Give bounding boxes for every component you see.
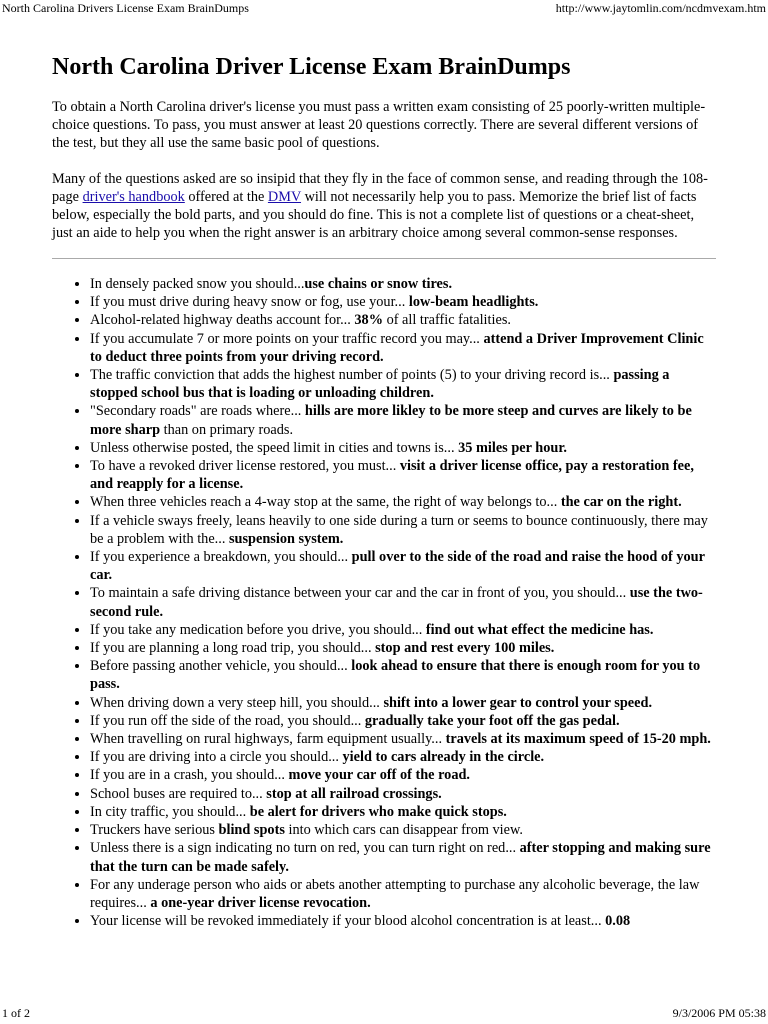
fact-answer: the car on the right. (560, 494, 682, 511)
list-item (90, 621, 716, 639)
fact-answer: passing a stopped school bus that is loading or unloading children. (90, 367, 670, 402)
handbook-paragraph-text-1: Many of the questions asked are so insipid that they fly in the face of common sense, and reading through the 108-page (52, 171, 708, 205)
list-item (90, 584, 716, 620)
list-item (90, 694, 716, 712)
list-item (90, 311, 716, 329)
list-item (90, 657, 716, 693)
fact-question: In city traffic, you should... (90, 803, 250, 820)
list-item (90, 366, 716, 402)
print-footer (0, 1005, 768, 1021)
list-item (90, 821, 716, 839)
fact-answer: 0.08 (605, 913, 631, 930)
fact-question: If you experience a breakdown, you should... (90, 549, 352, 566)
fact-question: If you accumulate 7 or more points on your traffic record you may... (90, 330, 484, 347)
fact-question: Your license will be revoked immediately if your blood alcohol concentration is at least... (90, 913, 606, 930)
fact-question: If you take any medication before you drive, you should... (90, 621, 426, 638)
list-item (90, 439, 716, 457)
print-header (0, 0, 768, 16)
fact-answer: use chains or snow tires. (304, 276, 453, 292)
list-item (90, 639, 716, 657)
fact-question: School buses are required to... (90, 785, 267, 802)
print-footer-page: 1 of 2 (2, 1006, 30, 1020)
dmv-link[interactable]: DMV (267, 189, 302, 205)
list-item (90, 803, 716, 821)
fact-question: If you are in a crash, you should... (90, 767, 289, 784)
list-item (90, 275, 716, 293)
fact-answer: a one-year driver license revocation. (150, 894, 371, 911)
list-item (90, 293, 716, 311)
list-item (90, 785, 716, 803)
fact-answer: use the two-second rule. (90, 585, 703, 620)
fact-answer: 35 miles per hour. (458, 439, 567, 456)
fact-question: Unless otherwise posted, the speed limit in cities and towns is... (90, 439, 459, 456)
fact-answer: attend a Driver Improvement Clinic to deduct three points from your driving record. (90, 330, 704, 365)
page-content (52, 52, 716, 930)
fact-question: To maintain a safe driving distance between your car and the car in front of you, you should... (90, 585, 630, 602)
fact-question: Alcohol-related highway deaths account for... (90, 312, 355, 329)
list-item (90, 730, 716, 748)
fact-answer: stop and rest every 100 miles. (375, 640, 555, 657)
fact-question: Truckers have serious (90, 822, 219, 839)
fact-answer: look ahead to ensure that there is enough room for you to pass. (90, 658, 701, 693)
fact-question: If you are driving into a circle you should... (90, 749, 343, 766)
list-item (90, 330, 716, 366)
page-title: North Carolina Driver License Exam BrainDumps (52, 54, 571, 80)
fact-answer: gradually take your foot off the gas pedal. (364, 712, 620, 729)
fact-question-end: of all traffic fatalities. (383, 312, 511, 329)
fact-question: The traffic conviction that adds the highest number of points (5) to your driving record is... (90, 367, 614, 384)
list-item (90, 493, 716, 511)
fact-answer: suspension system. (228, 530, 344, 547)
fact-question: Unless there is a sign indicating no turn on red, you can turn right on red... (90, 840, 520, 857)
fact-question: If you run off the side of the road, you should... (90, 712, 365, 729)
fact-question: When driving down a very steep hill, you should... (90, 694, 384, 711)
intro-paragraph: To obtain a North Carolina driver's license you must pass a written exam consisting of 25 poorly-written multiple-choice questions. To pass, you must answer at least 20 questions correctly. There are several different versions of the test, but they all use the same basic pool of questions. (52, 99, 706, 151)
fact-question: If a vehicle sways freely, leans heavily to one side during a turn or seems to bounce continuously, there may be a problem with the... (90, 512, 708, 547)
fact-answer: pull over to the side of the road and raise the hood of your car. (90, 549, 705, 584)
print-header-title: North Carolina Drivers License Exam BrainDumps (2, 1, 249, 15)
fact-answer: yield to cars already in the circle. (342, 749, 545, 766)
fact-question: In densely packed snow you should... (90, 276, 305, 292)
print-header-url: http://www.jaytomlin.com/ncdmvexam.htm (555, 1, 766, 15)
fact-question: To have a revoked driver license restored, you must... (90, 458, 400, 475)
fact-answer: 38% (354, 312, 383, 329)
list-item (90, 912, 716, 930)
fact-answer: travels at its maximum speed of 15-20 mph. (445, 731, 711, 748)
fact-answer: find out what effect the medicine has. (425, 621, 654, 638)
facts-list (52, 275, 716, 930)
fact-answer: stop at all railroad crossings. (266, 785, 442, 802)
fact-question: When travelling on rural highways, farm equipment usually... (90, 731, 446, 748)
fact-question: Before passing another vehicle, you should... (90, 658, 352, 675)
fact-answer: be alert for drivers who make quick stops. (249, 803, 507, 820)
list-item (90, 457, 716, 493)
handbook-paragraph-text-3: will not necessarily help you to pass. Memorize the brief list of facts below, especially the bold parts, and you should do fine. This is not a complete list of questions or a cheat-sheet, just an aide to help you when the right answer is an arbitrary choice among several common-sense responses. (52, 189, 697, 241)
list-item (90, 512, 716, 548)
fact-question: When three vehicles reach a 4-way stop at the same, the right of way belongs to... (90, 494, 561, 511)
list-item (90, 766, 716, 784)
list-item (90, 712, 716, 730)
drivers-handbook-link[interactable]: driver's handbook (82, 189, 185, 205)
fact-answer: visit a driver license office, pay a restoration fee, and reapply for a license. (90, 458, 694, 493)
fact-answer: hills are more likley to be more steep and curves are likely to be more sharp (90, 403, 692, 438)
list-item (90, 748, 716, 766)
print-footer-timestamp: 9/3/2006 PM 05:38 (672, 1006, 766, 1020)
fact-question-end: into which cars can disappear from view. (284, 822, 523, 839)
fact-question: "Secondary roads" are roads where... (90, 403, 305, 420)
fact-answer: shift into a lower gear to control your speed. (383, 694, 653, 711)
list-item (90, 839, 716, 875)
fact-answer: move your car off of the road. (288, 767, 470, 784)
fact-question: If you must drive during heavy snow or fog, use your... (90, 294, 409, 311)
handbook-paragraph (52, 170, 716, 242)
fact-question: If you are planning a long road trip, you should... (90, 640, 376, 657)
fact-answer: after stopping and making sure that the turn can be made safely. (90, 840, 711, 875)
handbook-paragraph-text-2: offered at the (184, 189, 268, 205)
fact-answer: blind spots (218, 822, 285, 839)
list-item (90, 402, 716, 438)
fact-answer: low-beam headlights. (408, 294, 539, 311)
list-item (90, 876, 716, 912)
fact-question: For any underage person who aids or abets another attempting to purchase any alcoholic beverage, the law requires... (90, 876, 700, 911)
list-item (90, 548, 716, 584)
section-divider (52, 258, 716, 259)
fact-question-end: than on primary roads. (160, 421, 294, 438)
